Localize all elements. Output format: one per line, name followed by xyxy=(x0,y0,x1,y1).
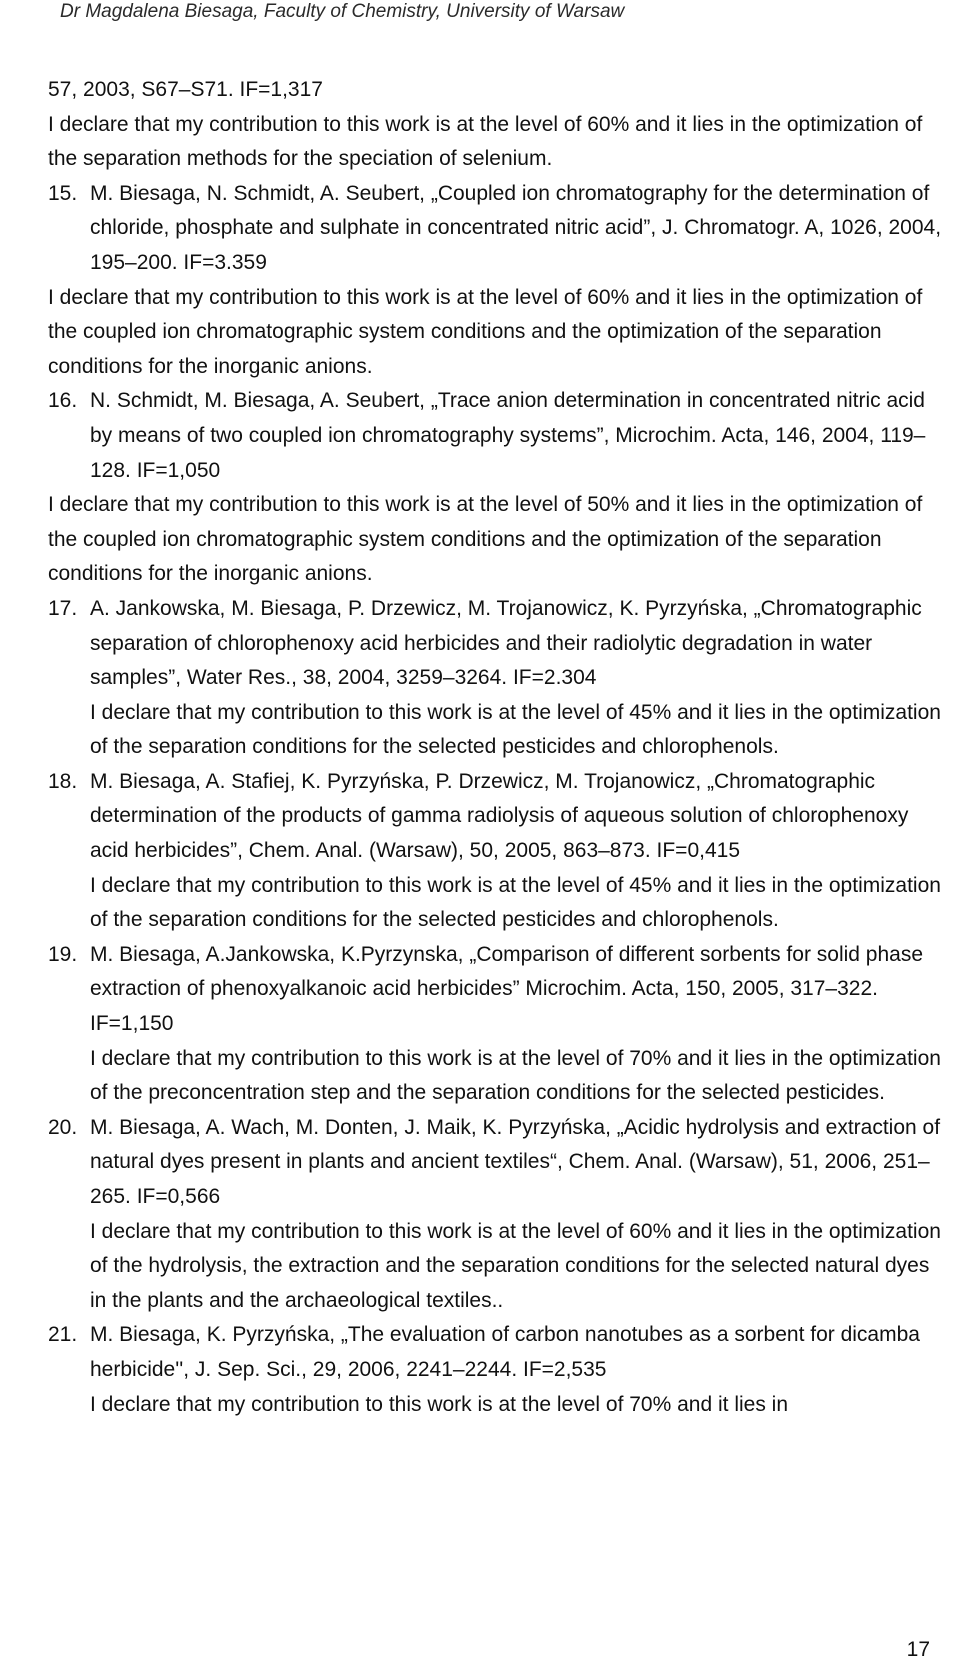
entry-citation: M. Biesaga, N. Schmidt, A. Seubert, „Coupled ion chromatography for the determination of chloride, phosphate and sulphate in concentrated nitric acid”, J. Chromatogr. A, 1026, 2004, 195–200. IF=3.359 xyxy=(90,181,942,274)
header-affiliation: Faculty of Chemistry, University of Warsaw xyxy=(258,1,625,22)
publication-entry-19 xyxy=(48,938,948,1111)
page-header xyxy=(60,0,624,24)
entry-citation: M. Biesaga, A. Stafiej, K. Pyrzyńska, P. Drzewicz, M. Trojanowicz, „Chromatographic determination of the products of gamma radiolysis of aqueous solution of chlorophenoxy acid herbicides”, Chem. Anal. (Warsaw), 50, 2005, 863–873. IF=0,415 xyxy=(90,769,909,863)
publication-entry-15 xyxy=(48,177,948,385)
entry-number: 17. xyxy=(48,596,78,620)
entry-declaration: I declare that my contribution to this work is at the level of 50% and it lies in the optimization of the coupled ion chromatographic system conditions and the optimization of the separation conditions for the inorganic anions. xyxy=(48,493,923,586)
publication-entry-17 xyxy=(48,592,948,765)
page-number: 17 xyxy=(906,1638,930,1661)
entry-declaration: I declare that my contribution to this work is at the level of 45% and it lies in the optimization of the separation conditions for the selected pesticides and chlorophenols. xyxy=(90,700,941,759)
header-author: Dr Magdalena Biesaga, xyxy=(60,1,259,22)
entry-number: 18. xyxy=(48,769,78,793)
continued-declaration: I declare that my contribution to this work is at the level of 60% and it lies in the optimization of the separation methods for the speciation of selenium. xyxy=(48,112,923,171)
entry-citation: A. Jankowska, M. Biesaga, P. Drzewicz, M. Trojanowicz, K. Pyrzyńska, „Chromatographic separation of chlorophenoxy acid herbicides and their radiolytic degradation in water samples”, Water Res., 38, 2004, 3259–3264. IF=2.304 xyxy=(90,596,922,690)
entry-citation: M. Biesaga, A. Wach, M. Donten, J. Maik, K. Pyrzyńska, „Acidic hydrolysis and extraction of natural dyes present in plants and ancient textiles“, Chem. Anal. (Warsaw), 51, 2006, 251–265. IF=0,566 xyxy=(90,1115,941,1208)
entry-number: 19. xyxy=(48,942,78,966)
entry-declaration: I declare that my contribution to this work is at the level of 45% and it lies in the optimization of the separation conditions for the selected pesticides and chlorophenols. xyxy=(90,873,941,932)
entry-declaration: I declare that my contribution to this work is at the level of 60% and it lies in the optimization of the coupled ion chromatographic system conditions and the optimization of the separation conditions for the inorganic anions. xyxy=(48,285,923,378)
entry-number: 16. xyxy=(48,389,78,413)
document-body xyxy=(48,73,948,1422)
entry-declaration: I declare that my contribution to this work is at the level of 70% and it lies in xyxy=(90,1392,789,1416)
publication-entry-20 xyxy=(48,1111,948,1319)
entry-citation: M. Biesaga, A.Jankowska, K.Pyrzynska, „Comparison of different sorbents for solid phase extraction of phenoxyalkanoic acid herbicides” Microchim. Acta, 150, 2005, 317–322. IF=1,150 xyxy=(90,942,924,1036)
entry-number: 15. xyxy=(48,181,78,205)
entry-citation: M. Biesaga, K. Pyrzyńska, „The evaluation of carbon nanotubes as a sorbent for dicamba herbicide'', J. Sep. Sci., 29, 2006, 2241–2244. IF=2,535 xyxy=(90,1323,920,1381)
entry-declaration: I declare that my contribution to this work is at the level of 70% and it lies in the optimization of the preconcentration step and the separation conditions for the selected pesticides. xyxy=(90,1046,941,1105)
continued-citation: 57, 2003, S67–S71. IF=1,317 xyxy=(48,78,323,101)
publication-entry-21 xyxy=(48,1318,948,1422)
entry-number: 20. xyxy=(48,1115,78,1139)
entry-citation: N. Schmidt, M. Biesaga, A. Seubert, „Trace anion determination in concentrated nitric acid by means of two coupled ion chromatography systems”, Microchim. Acta, 146, 2004, 119–128. IF=1,050 xyxy=(90,389,926,482)
publication-entry-18 xyxy=(48,765,948,938)
entry-number: 21. xyxy=(48,1323,78,1347)
entry-declaration: I declare that my contribution to this work is at the level of 60% and it lies in the optimization of the hydrolysis, the extraction and the separation conditions for the selected natural dyes in the plants and the archaeological textiles.. xyxy=(90,1219,941,1312)
publication-entry-16 xyxy=(48,384,948,592)
